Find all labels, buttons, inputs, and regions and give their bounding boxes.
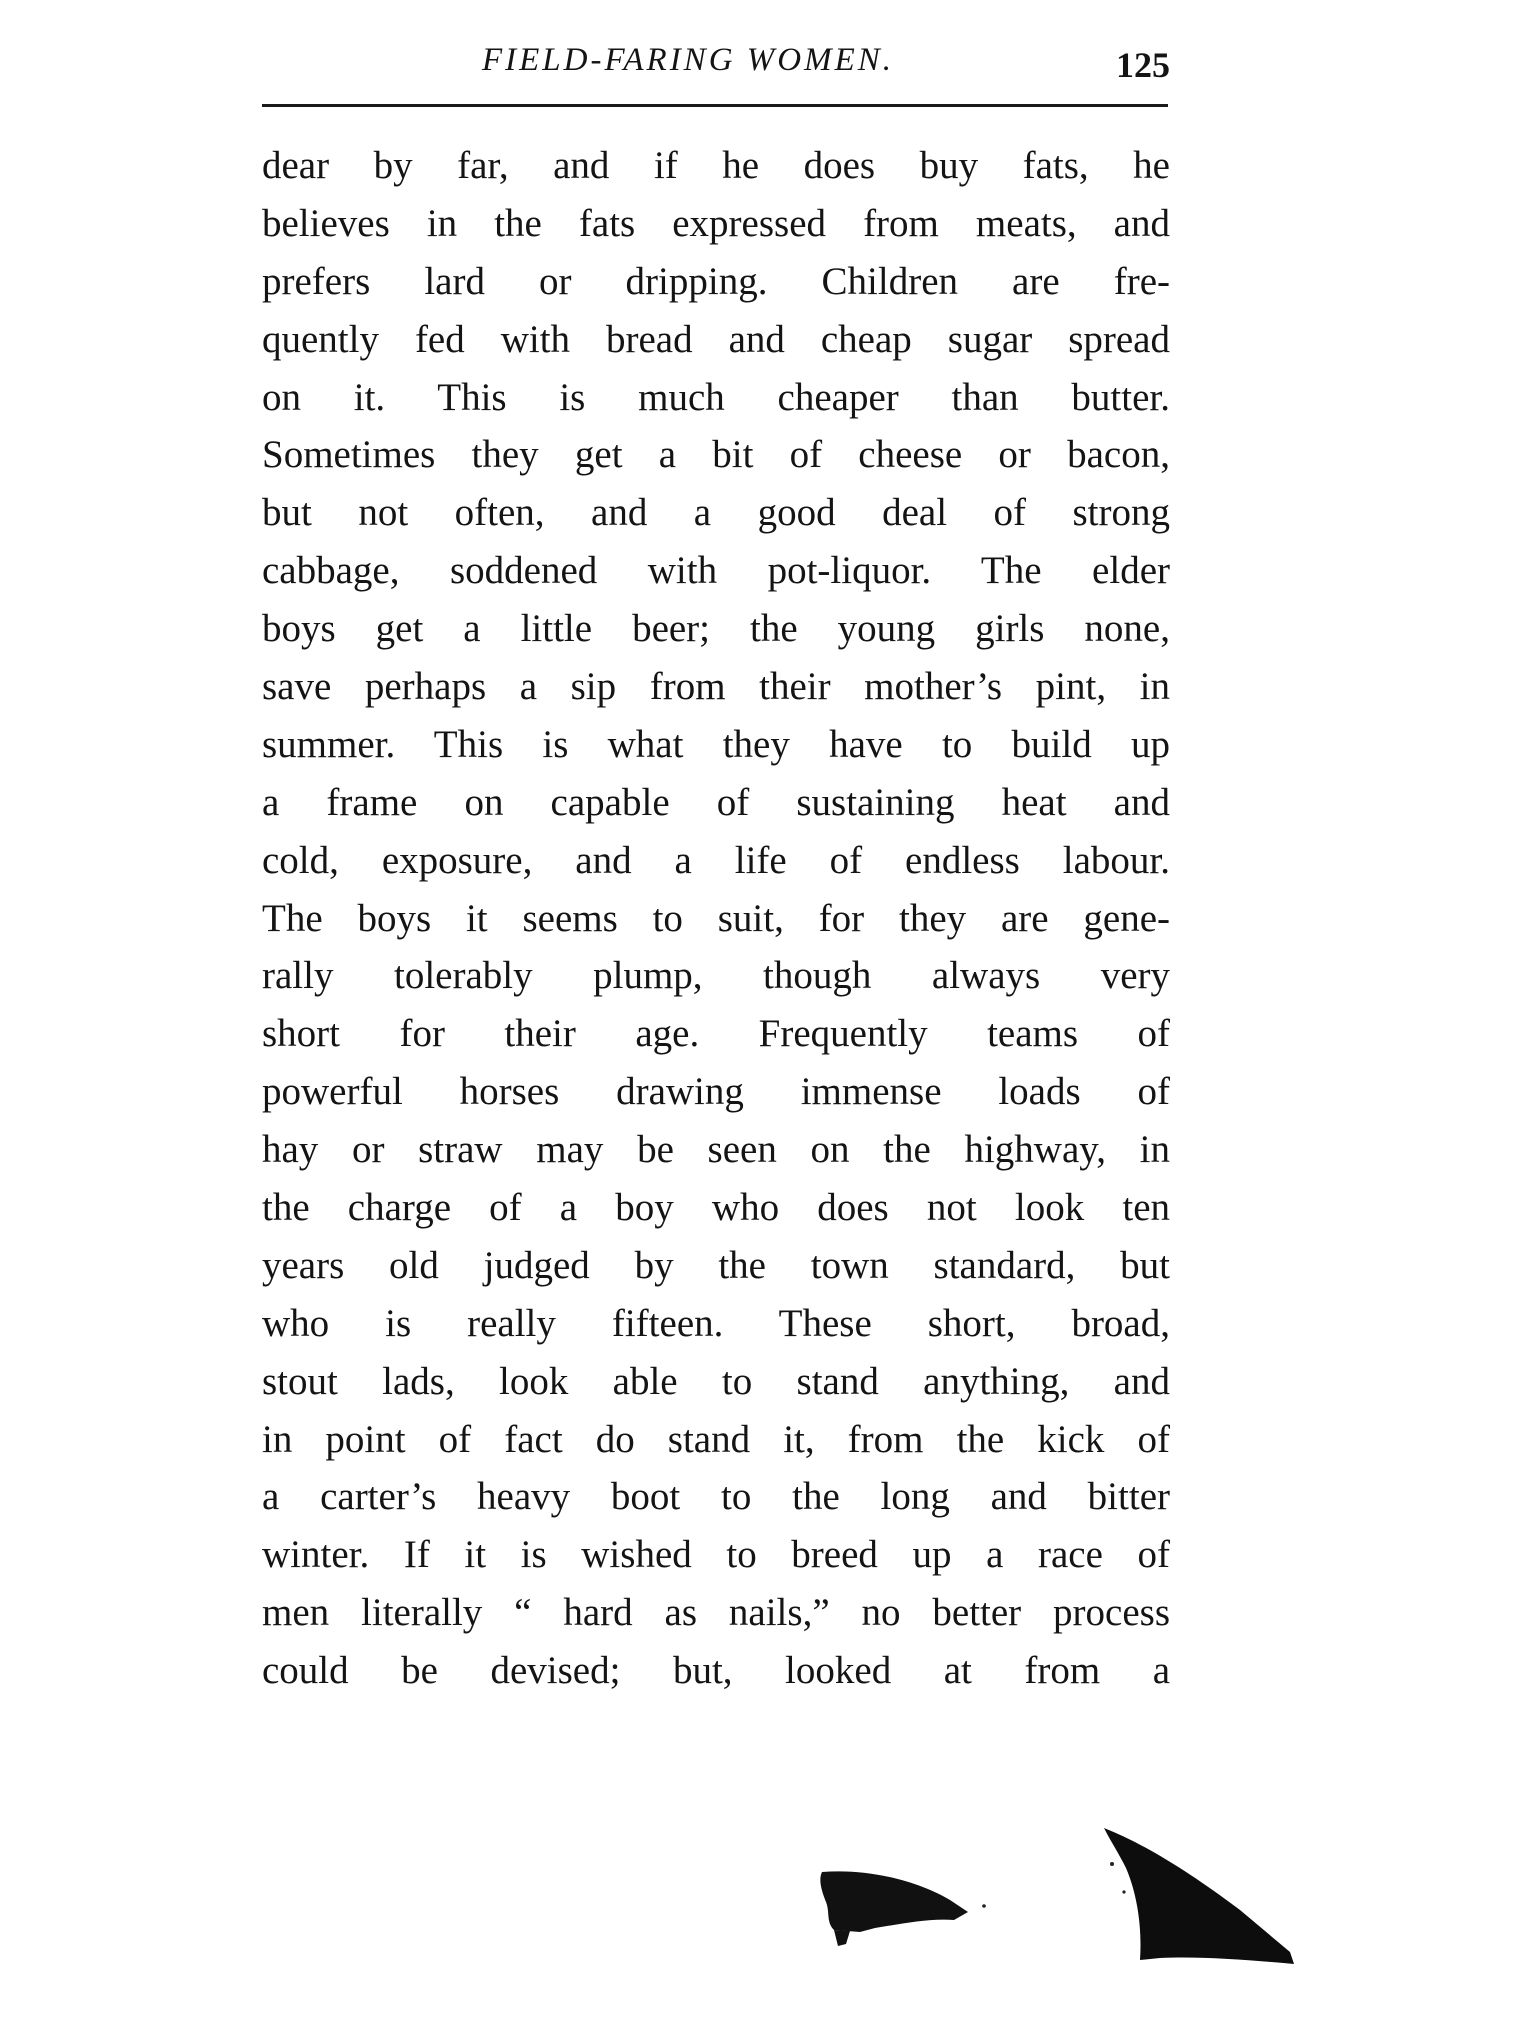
text-line: save perhaps a sip from their mother’s pint, in: [262, 665, 1170, 709]
text-line: winter. If it is wished to breed up a race of: [262, 1533, 1170, 1577]
body-paragraph: [262, 137, 1170, 1700]
speck: [982, 1904, 986, 1908]
text-line: believes in the fats expressed from meats, and: [262, 201, 1170, 245]
ink-blot-left: [820, 1871, 968, 1932]
text-line: powerful horses drawing immense loads of: [262, 1070, 1170, 1114]
text-line: years old judged by the town standard, but: [262, 1243, 1170, 1287]
speck: [1122, 1890, 1125, 1893]
speck: [1110, 1862, 1114, 1866]
text-line: on it. This is much cheaper than butter.: [262, 375, 1170, 419]
text-line: who is really fifteen. These short, broad,: [262, 1301, 1170, 1345]
text-line: prefers lard or dripping. Children are fre-: [262, 259, 1170, 303]
text-line: hay or straw may be seen on the highway, in: [262, 1128, 1170, 1172]
ink-blot-left-tail: [834, 1930, 850, 1946]
running-head: [262, 36, 1170, 96]
text-line: men literally “ hard as nails,” no better process: [262, 1591, 1170, 1635]
text-line: the charge of a boy who does not look ten: [262, 1186, 1170, 1230]
text-line: in point of fact do stand it, from the kick of: [262, 1417, 1170, 1461]
text-line: dear by far, and if he does buy fats, he: [262, 144, 1170, 187]
ink-blot-right: [1104, 1828, 1294, 1964]
text-line: summer. This is what they have to build up: [262, 722, 1170, 766]
text-line: a carter’s heavy boot to the long and bitter: [262, 1475, 1170, 1519]
text-line: short for their age. Frequently teams of: [262, 1012, 1170, 1056]
text-line: rally tolerably plump, though always very: [262, 954, 1170, 998]
header-rule: [262, 104, 1168, 107]
page-number: 125: [1116, 45, 1170, 85]
text-line: could be devised; but, looked at from a: [262, 1649, 1170, 1693]
text-line: Sometimes they get a bit of cheese or bacon,: [262, 433, 1170, 477]
text-line: cabbage, soddened with pot-liquor. The elder: [262, 549, 1170, 593]
running-title: FIELD-FARING WOMEN.: [482, 42, 895, 78]
text-line: The boys it seems to suit, for they are gene-: [262, 896, 1170, 940]
text-line: a frame on capable of sustaining heat and: [262, 780, 1170, 824]
text-line: quently fed with bread and cheap sugar spread: [262, 317, 1170, 361]
text-line: cold, exposure, and a life of endless labour.: [262, 838, 1170, 882]
text-line: stout lads, look able to stand anything, and: [262, 1359, 1170, 1403]
text-line: boys get a little beer; the young girls none,: [262, 607, 1170, 651]
text-line: but not often, and a good deal of strong: [262, 491, 1170, 535]
